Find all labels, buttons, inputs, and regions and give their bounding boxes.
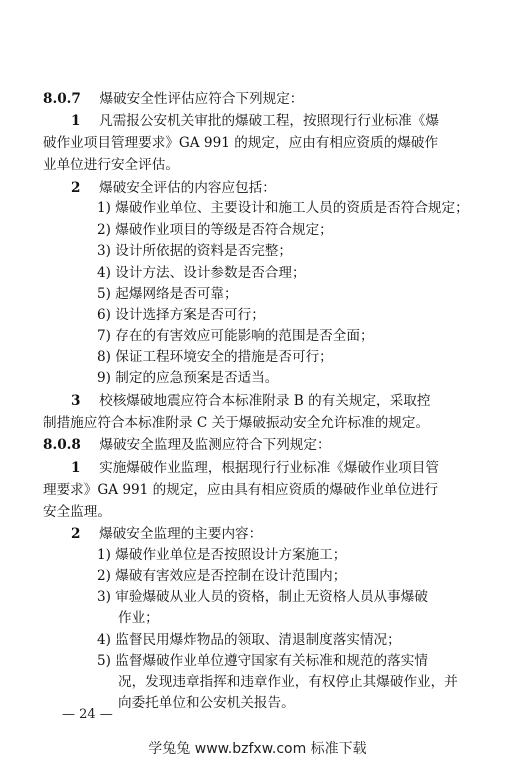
clause-number: 1 (71, 460, 81, 476)
clause-line (71, 525, 262, 543)
list-item (97, 306, 265, 324)
clause-line (71, 112, 439, 130)
page-number: — 24 — (62, 707, 113, 722)
item-mark: 3) (97, 589, 111, 605)
list-item (97, 567, 346, 585)
clause-line: 业单位进行安全评估。 (43, 157, 179, 173)
list-item-continuation: 向委托单位和公安机关报告。 (118, 695, 295, 711)
clause-number: 1 (71, 113, 81, 129)
clause-line (71, 179, 276, 197)
item-text: 起爆网络是否可靠； (115, 286, 238, 302)
item-mark: 5) (97, 653, 111, 669)
clause-number: 3 (71, 393, 81, 409)
item-mark: 3) (97, 243, 111, 259)
item-mark: 2) (97, 568, 111, 584)
list-item (97, 652, 428, 670)
item-mark: 2) (97, 222, 111, 238)
clause-text: 爆破安全监理的主要内容： (99, 526, 263, 542)
list-item-continuation: 况，发现违章指挥和违章作业，有权停止其爆破作业，并 (118, 674, 458, 690)
item-mark: 1) (97, 547, 111, 563)
item-text: 存在的有害效应可能影响的范围是否全面； (115, 328, 374, 344)
list-item (97, 264, 306, 282)
clause-number: 2 (71, 180, 81, 196)
item-text: 设计选择方案是否可行； (115, 307, 265, 323)
item-text: 爆破有害效应是否控制在设计范围内； (115, 568, 347, 584)
item-mark: 9) (97, 370, 111, 386)
item-text: 设计所依据的资料是否完整； (115, 243, 292, 259)
list-item (97, 199, 469, 217)
clause-line (71, 459, 439, 477)
item-text: 制定的应急预案是否适当。 (115, 370, 279, 386)
list-item (97, 285, 238, 303)
list-item (97, 588, 428, 606)
clause-text: 实施爆破作业监理，根据现行行业标准《爆破作业项目管 (99, 460, 439, 476)
section-number: 8.0.7 (43, 91, 81, 107)
list-item (97, 348, 333, 366)
item-mark: 8) (97, 349, 111, 365)
item-text: 爆破作业项目的等级是否符合规定； (115, 222, 333, 238)
item-mark: 7) (97, 328, 111, 344)
clause-line: 破作业项目管理要求》GA 991 的规定，应由有相应资质的爆破作 (43, 135, 439, 151)
section-heading (43, 90, 303, 108)
item-mark: 1) (97, 200, 111, 216)
item-text: 监督民用爆炸物品的领取、清退制度落实情况； (115, 632, 401, 648)
item-text: 设计方法、设计参数是否合理； (115, 265, 306, 281)
list-item (97, 327, 374, 345)
list-item (97, 631, 401, 649)
clause-text: 校核爆破地震应符合本标准附录 B 的有关规定，采取控 (99, 393, 431, 409)
clause-number: 2 (71, 526, 81, 542)
item-mark: 6) (97, 307, 111, 323)
section-title: 爆破安全性评估应符合下列规定： (99, 91, 304, 107)
item-text: 监督爆破作业单位遵守国家有关标准和规范的落实情 (115, 653, 428, 669)
list-item (97, 242, 292, 260)
clause-line: 安全监理。 (43, 504, 111, 520)
list-item (97, 546, 346, 564)
item-text: 爆破作业单位、主要设计和施工人员的资质是否符合规定； (115, 200, 469, 216)
clause-text: 爆破安全评估的内容应包括： (99, 180, 276, 196)
item-text: 保证工程环境安全的措施是否可行； (115, 349, 333, 365)
item-mark: 4) (97, 632, 111, 648)
item-text: 爆破作业单位是否按照设计方案施工； (115, 547, 347, 563)
item-mark: 4) (97, 265, 111, 281)
section-heading (43, 436, 331, 454)
item-text: 审验爆破从业人员的资格，制止无资格人员从事爆破 (115, 589, 428, 605)
clause-text: 凡需报公安机关审批的爆破工程，按照现行行业标准《爆 (99, 113, 439, 129)
section-number: 8.0.8 (43, 437, 81, 453)
clause-line (71, 392, 430, 410)
section-title: 爆破安全监理及监测应符合下列规定： (99, 437, 331, 453)
list-item (97, 221, 333, 239)
site-watermark-text: 学兔兔 www.bzfxw.com 标准下载 (148, 741, 367, 757)
clause-line: 理要求》GA 991 的规定，应由具有相应资质的爆破作业单位进行 (43, 482, 439, 498)
list-item (97, 369, 278, 387)
clause-line: 制措施应符合本标准附录 C 关于爆破振动安全允许标准的规定。 (43, 415, 430, 431)
item-mark: 5) (97, 286, 111, 302)
list-item-continuation: 作业； (118, 610, 159, 626)
